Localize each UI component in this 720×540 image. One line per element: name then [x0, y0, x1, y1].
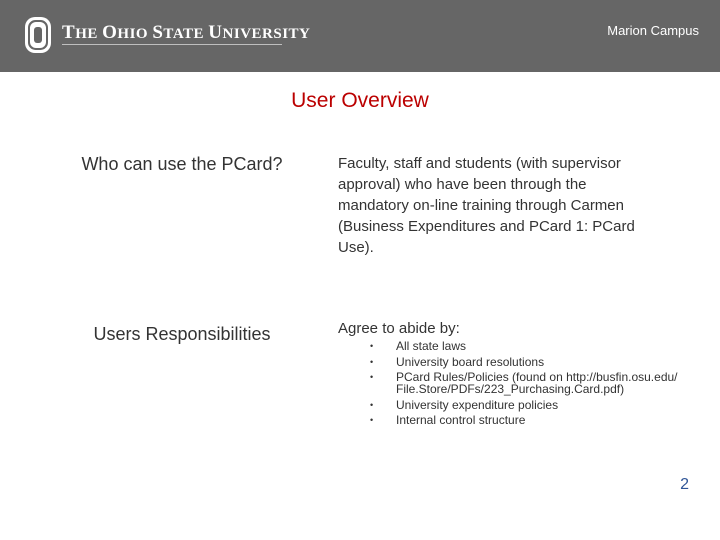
question-user-responsibilities: Users Responsibilities [93, 324, 271, 344]
campus-label: Marion Campus [607, 23, 699, 38]
list-item: • All state laws [370, 339, 467, 353]
university-wordmark: THE OHIO STATE UNIVERSITY [62, 22, 311, 43]
bullet-icon: • [370, 415, 374, 425]
list-item: • University board resolutions [370, 354, 545, 369]
bullet-icon: • [370, 356, 374, 367]
slide-title: User Overview [291, 89, 429, 112]
answer-agree-to-abide: Agree to abide by: [338, 320, 460, 337]
ohio-state-block-o-logo [24, 16, 52, 54]
bullet-icon: • [370, 372, 374, 382]
list-item: • Internal control structure [370, 413, 526, 427]
wordmark-underline [62, 44, 282, 45]
bullet-icon: • [370, 341, 374, 351]
responsibilities-list [370, 340, 680, 430]
bullet-icon: • [370, 399, 374, 410]
page-number: 2 [680, 476, 689, 493]
answer-who-can-use: Faculty, staff and students (with supervisor approval) who have been through the mandatory on-line training through Carmen (Business Expenditures and PCard 1: PCard Use). [338, 155, 635, 256]
question-who-can-use: Who can use the PCard? [81, 154, 283, 174]
header-bar [0, 0, 720, 72]
list-item: • University expenditure policies [370, 397, 559, 412]
list-item: • PCard Rules/Policies (found on http://busfin.osu.edu/File.Store/PDFs/223_Purchasing.Card.pdf) [370, 370, 678, 396]
